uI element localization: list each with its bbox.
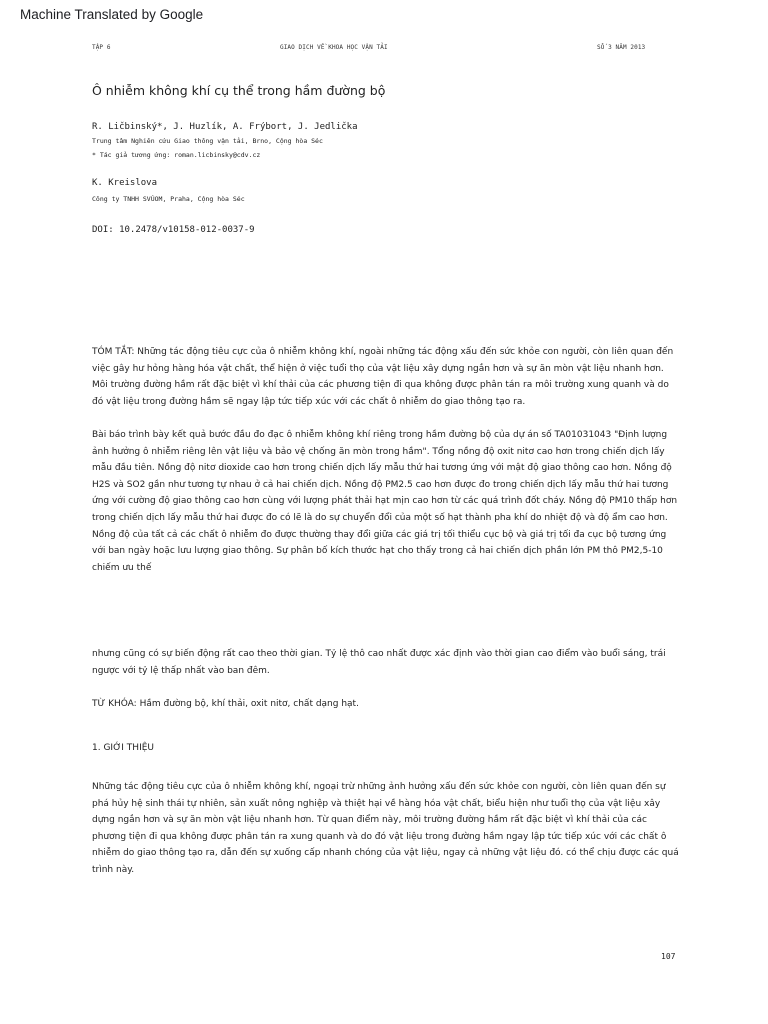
keywords: TỪ KHÓA: Hầm đường bộ, khí thải, oxit nitơ, chất dạng hạt. xyxy=(92,699,359,709)
doi: DOI: 10.2478/v10158-012-0037-9 xyxy=(92,225,255,235)
abstract-paragraph-2: Bài báo trình bày kết quả bước đầu đo đạc ô nhiễm không khí riêng trong hầm đường bộ của dự án số TA01031043 "Định lượng ảnh hưởng ô nhiễm riêng lên vật liệu và bảo vệ chống ăn mòn trong hầm". Tổng nồng độ oxit nitơ cao hơn trong chiến dịch lấy mẫu đầu tiên. Nồng độ nitơ dioxide cao hơn trong chiến dịch lấy mẫu thứ hai tương ứng với mật độ giao thông cao hơn. Nồng độ H2S và SO2 gần như tương tự nhau ở cả hai chiến dịch. Nồng độ PM2.5 cao hơn được đo trong chiến dịch lấy mẫu thứ hai tương ứng với cường độ giao thông cao hơn cùng với lượng phát thải hạt mịn cao hơn từ các quá trình đốt cháy. Nồng độ PM10 thấp hơn trong chiến dịch lấy mẫu thứ hai được đo có lẽ là do sự chuyển đổi của một số hạt thành pha khí do nhiệt độ và độ ẩm cao hơn. Nồng độ của tất cả các chất ô nhiễm đo được thường thay đổi giữa các giá trị tối thiểu cục bộ và giá trị tối đa cục bộ tương ứng với ban ngày hoặc lưu lượng giao thông. Sự phân bố kích thước hạt cho thấy trong cả hai chiến dịch phần lớn PM thô PM2,5-10 chiếm ưu thế xyxy=(92,430,678,573)
paper-title: Ô nhiễm không khí cụ thể trong hầm đường bộ xyxy=(92,83,386,98)
header-journal: GIAO DỊCH VỀ KHOA HỌC VẬN TẢI xyxy=(280,44,388,51)
header-issue: SỐ 3 NĂM 2013 xyxy=(597,44,646,51)
section-heading: 1. GIỚI THIỆU xyxy=(92,743,155,753)
abstract-paragraph-3: nhưng cũng có sự biến động rất cao theo thời gian. Tỷ lệ thô cao nhất được xác định vào thời gian cao điểm vào buổi sáng, trái ngược với tỷ lệ thấp nhất vào ban đêm. xyxy=(92,649,666,676)
machine-translation-banner: Machine Translated by Google xyxy=(20,7,204,22)
author-list: R. Ličbinský*, J. Huzlík, A. Frýbort, J. Jedlička xyxy=(92,122,358,132)
page-number: 107 xyxy=(661,952,676,961)
intro-paragraph: Những tác động tiêu cực của ô nhiễm không khí, ngoại trừ những ảnh hưởng xấu đến sức khỏe con người, còn liên quan đến sự phá hủy hệ sinh thái tự nhiên, sản xuất nông nghiệp và thiệt hại về hàng hóa vật chất, biểu hiện như tuổi thọ của vật liệu xây dựng ngắn hơn và sự ăn mòn vật liệu nhanh hơn. Từ quan điểm này, môi trường đường hầm rất đặc biệt vì khí thải của các phương tiện đi qua không được phân tán ra xung quanh và do đó vật liệu trong đường hầm ngay lập tức tiếp xúc với các chất ô nhiễm do giao thông tạo ra, dẫn đến sự xuống cấp nhanh chóng của vật liệu, ngay cả những vật liệu đó. có thể chịu được các quá trình này. xyxy=(92,782,679,875)
affiliation-1: Trung tâm Nghiên cứu Giao thông vận tải, Brno, Cộng hòa Séc xyxy=(92,137,323,145)
corresponding-author: * Tác giả tương ứng: roman.licbinsky@cdv.cz xyxy=(92,151,261,159)
abstract-paragraph-1: TÓM TẮT: Những tác động tiêu cực của ô nhiễm không khí, ngoài những tác động xấu đến sức khỏe con người, còn liên quan đến việc gây hư hỏng hàng hóa vật chất, thể hiện ở việc tuổi thọ của vật liệu xây dựng ngắn hơn và sự ăn mòn vật liệu nhanh hơn. Môi trường đường hầm rất đặc biệt vì khí thải của các phương tiện đi qua không được phân tán ra môi trường xung quanh và do đó vật liệu trong đường hầm sẽ ngay lập tức tiếp xúc với các chất ô nhiễm do giao thông tạo ra. xyxy=(92,347,674,407)
author-2: K. Kreislova xyxy=(92,178,158,188)
header-volume: TẬP 6 xyxy=(92,44,111,51)
affiliation-2: Công ty TNHH SVÚOM, Praha, Cộng hòa Séc xyxy=(92,195,245,203)
